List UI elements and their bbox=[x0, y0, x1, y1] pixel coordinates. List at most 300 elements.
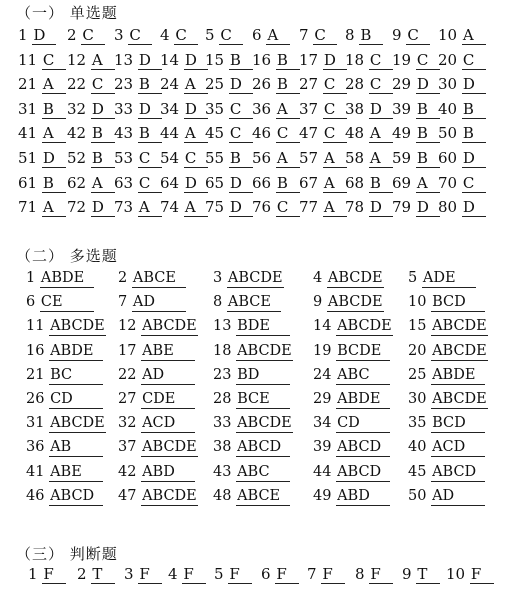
question-number: 16 bbox=[26, 342, 45, 359]
question-number: 15 bbox=[205, 50, 225, 69]
question-number: 20 bbox=[438, 50, 458, 69]
answer-item bbox=[392, 49, 440, 71]
answer-value: F bbox=[138, 565, 162, 584]
answer-value: C bbox=[462, 51, 486, 70]
answer-item bbox=[160, 24, 198, 46]
answer-value: F bbox=[182, 565, 206, 584]
answer-value: ABCE bbox=[227, 293, 281, 312]
question-number: 65 bbox=[205, 173, 225, 192]
question-number: 44 bbox=[313, 463, 332, 480]
question-number: 71 bbox=[18, 198, 38, 217]
question-number: 66 bbox=[252, 173, 272, 192]
answer-item bbox=[67, 98, 115, 120]
answer-item bbox=[345, 172, 393, 194]
question-number: 13 bbox=[213, 318, 232, 335]
answer-value: D bbox=[323, 51, 347, 70]
question-number: 74 bbox=[160, 198, 180, 217]
answer-value: A bbox=[323, 198, 347, 217]
section-title-true-false: （三） 判断题 bbox=[16, 545, 118, 563]
question-number: 73 bbox=[114, 198, 134, 217]
answer-item bbox=[26, 485, 103, 507]
question-number: 26 bbox=[252, 75, 272, 94]
question-number: 12 bbox=[118, 318, 137, 335]
answer-item bbox=[114, 172, 162, 194]
answer-value: ABCDE bbox=[432, 318, 487, 335]
answer-value: A bbox=[462, 26, 486, 45]
answer-item bbox=[408, 340, 488, 362]
answer-value: ABCE bbox=[132, 269, 186, 288]
answer-value: D bbox=[229, 198, 253, 217]
question-number: 13 bbox=[114, 50, 134, 69]
question-number: 11 bbox=[26, 318, 45, 335]
answer-value: A bbox=[184, 75, 208, 94]
answer-item bbox=[118, 412, 195, 434]
answer-item bbox=[252, 172, 300, 194]
answer-item bbox=[313, 412, 390, 434]
question-number: 35 bbox=[205, 99, 225, 118]
answer-value: C bbox=[276, 124, 300, 143]
answer-item bbox=[124, 563, 162, 585]
answer-value: B bbox=[229, 51, 253, 70]
answer-item bbox=[213, 267, 284, 289]
answer-item bbox=[214, 563, 252, 585]
answer-value: CD bbox=[49, 390, 103, 409]
question-number: 41 bbox=[26, 463, 45, 480]
question-number: 19 bbox=[392, 50, 412, 69]
answer-item bbox=[299, 73, 347, 95]
question-number: 28 bbox=[345, 75, 365, 94]
answer-value: D bbox=[184, 174, 208, 193]
question-number: 47 bbox=[118, 487, 137, 504]
question-number: 12 bbox=[67, 50, 87, 69]
answer-value: C bbox=[91, 75, 115, 94]
answer-value: A bbox=[91, 174, 115, 193]
question-number: 5 bbox=[214, 565, 224, 583]
answer-item bbox=[18, 172, 66, 194]
answer-item bbox=[205, 147, 253, 169]
question-number: 22 bbox=[118, 366, 137, 383]
answer-value: B bbox=[42, 100, 66, 119]
answer-item bbox=[160, 49, 208, 71]
answer-value: ADE bbox=[422, 269, 476, 288]
answer-item bbox=[67, 24, 105, 46]
answer-value: T bbox=[91, 565, 115, 584]
question-number: 35 bbox=[408, 415, 427, 432]
answer-item bbox=[205, 196, 253, 218]
answer-value: AB bbox=[49, 438, 103, 457]
question-number: 7 bbox=[307, 565, 317, 583]
question-number: 48 bbox=[345, 124, 365, 143]
answer-value: D bbox=[32, 26, 56, 45]
answer-item bbox=[205, 24, 243, 46]
answer-value: C bbox=[276, 198, 300, 217]
answer-item bbox=[261, 563, 299, 585]
answer-value: C bbox=[369, 75, 393, 94]
answer-item bbox=[26, 291, 94, 313]
answer-value: B bbox=[416, 124, 440, 143]
answer-value: D bbox=[416, 198, 440, 217]
question-number: 15 bbox=[408, 318, 427, 335]
answer-row bbox=[0, 563, 521, 587]
answer-item bbox=[118, 291, 186, 313]
answer-value: D bbox=[229, 174, 253, 193]
answer-item bbox=[18, 49, 66, 71]
answer-value: AD bbox=[431, 487, 485, 506]
answer-item bbox=[392, 122, 440, 144]
answer-item bbox=[408, 485, 485, 507]
answer-item bbox=[213, 436, 290, 458]
answer-item bbox=[114, 49, 162, 71]
answer-value: ABCE bbox=[236, 487, 290, 506]
answer-item bbox=[118, 436, 198, 458]
question-number: 64 bbox=[160, 173, 180, 192]
question-number: 23 bbox=[114, 75, 134, 94]
answer-item bbox=[438, 73, 486, 95]
answer-value: ABDE bbox=[40, 269, 94, 288]
answer-value: ABE bbox=[49, 463, 103, 482]
answer-item bbox=[26, 436, 103, 458]
answer-value: ABC bbox=[336, 366, 390, 385]
answer-value: BDE bbox=[236, 317, 290, 336]
question-number: 77 bbox=[299, 198, 319, 217]
answer-value: B bbox=[138, 124, 162, 143]
answer-item bbox=[299, 196, 347, 218]
question-number: 24 bbox=[313, 366, 332, 383]
answer-value: ABE bbox=[141, 342, 195, 361]
answer-item bbox=[213, 461, 290, 483]
answer-row bbox=[0, 267, 521, 291]
answer-item bbox=[18, 98, 66, 120]
question-number: 45 bbox=[205, 124, 225, 143]
question-number: 52 bbox=[67, 149, 87, 167]
answer-item bbox=[213, 412, 293, 434]
answer-item bbox=[313, 388, 390, 410]
question-number: 49 bbox=[392, 124, 412, 143]
question-number: 68 bbox=[345, 173, 365, 192]
question-number: 18 bbox=[213, 342, 232, 359]
answer-value: B bbox=[276, 174, 300, 193]
answer-item bbox=[213, 315, 290, 337]
question-number: 50 bbox=[438, 124, 458, 143]
answer-value: A bbox=[91, 51, 115, 70]
answer-item bbox=[392, 98, 440, 120]
answer-value: BCD bbox=[431, 293, 485, 312]
answer-value: ABCDE bbox=[327, 270, 383, 286]
answer-item bbox=[313, 315, 393, 337]
answer-row bbox=[0, 24, 521, 48]
answer-item bbox=[345, 147, 393, 169]
answer-value: ABCDE bbox=[50, 415, 105, 432]
question-number: 4 bbox=[313, 270, 323, 286]
section-title-multiple-choice: （二） 多选题 bbox=[16, 247, 118, 265]
answer-row bbox=[0, 196, 521, 220]
question-number: 79 bbox=[392, 198, 412, 217]
answer-item bbox=[67, 147, 115, 169]
question-number: 38 bbox=[345, 99, 365, 118]
question-number: 8 bbox=[213, 294, 223, 311]
answer-value: ABC bbox=[236, 463, 290, 482]
question-number: 39 bbox=[313, 439, 332, 456]
answer-item bbox=[313, 461, 390, 483]
answer-value: ACD bbox=[141, 414, 195, 433]
answer-row bbox=[0, 485, 521, 509]
answer-item bbox=[355, 563, 393, 585]
answer-value: ABDE bbox=[49, 342, 103, 361]
answer-row bbox=[0, 122, 521, 146]
question-number: 43 bbox=[114, 124, 134, 143]
answer-value: A bbox=[276, 100, 300, 119]
answer-item bbox=[408, 412, 485, 434]
answer-value: ABCDE bbox=[327, 294, 383, 311]
answer-value: F bbox=[470, 565, 494, 584]
question-number: 3 bbox=[114, 26, 124, 44]
answer-item bbox=[205, 122, 253, 144]
question-number: 36 bbox=[252, 99, 272, 118]
answer-value: ABCD bbox=[236, 438, 290, 457]
answer-item bbox=[67, 122, 115, 144]
question-number: 39 bbox=[392, 99, 412, 118]
answer-item bbox=[252, 98, 300, 120]
answer-value: F bbox=[369, 565, 393, 584]
answer-value: D bbox=[184, 51, 208, 70]
answer-value: ABCDE bbox=[337, 318, 392, 335]
answer-item bbox=[252, 196, 300, 218]
answer-value: F bbox=[321, 565, 345, 584]
answer-item bbox=[408, 315, 488, 337]
answer-value: D bbox=[91, 100, 115, 119]
question-number: 7 bbox=[118, 294, 128, 311]
answer-value: A bbox=[266, 26, 290, 45]
question-number: 16 bbox=[252, 50, 272, 69]
answer-item bbox=[18, 24, 56, 46]
question-number: 57 bbox=[299, 149, 319, 167]
answer-item bbox=[160, 73, 208, 95]
question-number: 4 bbox=[168, 565, 178, 583]
answer-item bbox=[67, 73, 115, 95]
answer-item bbox=[118, 340, 195, 362]
question-number: 30 bbox=[408, 391, 427, 407]
question-number: 34 bbox=[313, 415, 332, 432]
answer-row bbox=[0, 340, 521, 364]
answer-item bbox=[438, 49, 486, 71]
answer-item bbox=[438, 147, 486, 169]
question-number: 29 bbox=[313, 391, 332, 407]
answer-item bbox=[438, 196, 486, 218]
answer-item bbox=[118, 461, 195, 483]
answer-item bbox=[160, 122, 208, 144]
question-number: 51 bbox=[18, 149, 38, 167]
question-number: 46 bbox=[252, 124, 272, 143]
answer-item bbox=[252, 24, 290, 46]
answer-item bbox=[114, 24, 152, 46]
question-number: 9 bbox=[402, 565, 412, 583]
answer-value: C bbox=[323, 124, 347, 143]
question-number: 59 bbox=[392, 149, 412, 167]
question-number: 27 bbox=[118, 391, 137, 407]
answer-item bbox=[77, 563, 115, 585]
answer-item bbox=[402, 563, 440, 585]
question-number: 46 bbox=[26, 487, 45, 504]
answer-value: D bbox=[416, 75, 440, 94]
question-number: 6 bbox=[252, 26, 262, 44]
question-number: 8 bbox=[345, 26, 355, 44]
answer-value: B bbox=[138, 75, 162, 94]
answer-value: F bbox=[228, 565, 252, 584]
question-number: 44 bbox=[160, 124, 180, 143]
answer-value: D bbox=[462, 149, 486, 168]
answer-item bbox=[18, 147, 66, 169]
answer-item bbox=[26, 461, 103, 483]
answer-value: ABDE bbox=[431, 366, 485, 385]
question-number: 11 bbox=[18, 50, 38, 69]
question-number: 21 bbox=[18, 75, 38, 94]
question-number: 23 bbox=[213, 366, 232, 383]
answer-value: B bbox=[276, 75, 300, 94]
question-number: 61 bbox=[18, 173, 38, 192]
question-number: 48 bbox=[213, 487, 232, 504]
answer-value: T bbox=[416, 565, 440, 584]
answer-item bbox=[205, 73, 253, 95]
answer-value: C bbox=[219, 26, 243, 45]
answer-value: C bbox=[323, 75, 347, 94]
answer-row bbox=[0, 461, 521, 485]
answer-value: ABCDE bbox=[432, 391, 487, 407]
answer-value: D bbox=[462, 75, 486, 94]
answer-item bbox=[252, 147, 300, 169]
question-number: 7 bbox=[299, 26, 309, 44]
answer-value: D bbox=[229, 75, 253, 94]
answer-item bbox=[252, 49, 300, 71]
answer-row bbox=[0, 172, 521, 196]
answer-value: BCDE bbox=[336, 342, 390, 361]
answer-value: ABCDE bbox=[142, 318, 197, 335]
answer-item bbox=[160, 147, 208, 169]
answer-row bbox=[0, 147, 521, 171]
question-number: 2 bbox=[67, 26, 77, 44]
question-number: 60 bbox=[438, 149, 458, 167]
question-number: 36 bbox=[26, 439, 45, 456]
answer-item bbox=[313, 291, 384, 313]
question-number: 9 bbox=[392, 26, 402, 44]
answer-item bbox=[252, 122, 300, 144]
answer-item bbox=[299, 24, 337, 46]
answer-value: C bbox=[184, 149, 208, 168]
answer-value: D bbox=[91, 198, 115, 217]
answer-item bbox=[438, 24, 486, 46]
answer-value: C bbox=[174, 26, 198, 45]
answer-value: ABCD bbox=[431, 463, 485, 482]
answer-item bbox=[205, 172, 253, 194]
answer-value: B bbox=[416, 100, 440, 119]
answer-item bbox=[299, 98, 347, 120]
answer-item bbox=[313, 436, 390, 458]
answer-item bbox=[299, 147, 347, 169]
answer-value: C bbox=[138, 149, 162, 168]
answer-value: C bbox=[229, 100, 253, 119]
question-number: 33 bbox=[114, 99, 134, 118]
question-number: 31 bbox=[18, 99, 38, 118]
answer-value: A bbox=[323, 149, 347, 168]
answer-row bbox=[0, 436, 521, 460]
question-number: 63 bbox=[114, 173, 134, 192]
answer-item bbox=[408, 461, 485, 483]
question-number: 20 bbox=[408, 342, 427, 359]
answer-item bbox=[408, 364, 485, 386]
answer-item bbox=[408, 267, 476, 289]
answer-item bbox=[446, 563, 494, 585]
answer-item bbox=[313, 340, 390, 362]
answer-value: A bbox=[42, 124, 66, 143]
question-number: 26 bbox=[26, 391, 45, 407]
question-number: 5 bbox=[408, 270, 418, 286]
answer-item bbox=[26, 388, 103, 410]
answer-value: C bbox=[369, 51, 393, 70]
answer-item bbox=[299, 49, 347, 71]
question-number: 17 bbox=[118, 342, 137, 359]
answer-value: ABCDE bbox=[227, 270, 283, 286]
answer-item bbox=[307, 563, 345, 585]
answer-item bbox=[345, 122, 393, 144]
answer-item bbox=[345, 24, 383, 46]
answer-value: C bbox=[81, 26, 105, 45]
answer-item bbox=[114, 73, 162, 95]
answer-item bbox=[205, 49, 253, 71]
question-number: 29 bbox=[392, 75, 412, 94]
answer-item bbox=[438, 122, 486, 144]
question-number: 40 bbox=[408, 439, 427, 456]
answer-value: C bbox=[229, 124, 253, 143]
answer-value: F bbox=[42, 565, 66, 584]
answer-item bbox=[213, 388, 290, 410]
answer-value: D bbox=[138, 51, 162, 70]
answer-value: B bbox=[91, 124, 115, 143]
answer-row bbox=[0, 49, 521, 73]
answer-item bbox=[114, 196, 162, 218]
answer-value: ABD bbox=[336, 487, 390, 506]
answer-item bbox=[26, 412, 106, 434]
answer-item bbox=[18, 122, 66, 144]
answer-value: A bbox=[138, 198, 162, 217]
answer-row bbox=[0, 388, 521, 412]
answer-value: ABCDE bbox=[142, 439, 197, 456]
question-number: 5 bbox=[205, 26, 215, 44]
question-number: 62 bbox=[67, 173, 87, 192]
answer-value: ABCDE bbox=[237, 415, 292, 432]
question-number: 58 bbox=[345, 149, 365, 167]
question-number: 78 bbox=[345, 198, 365, 217]
answer-item bbox=[114, 122, 162, 144]
answer-item bbox=[118, 388, 195, 410]
answer-value: ABDE bbox=[336, 390, 390, 409]
answer-value: AD bbox=[132, 293, 186, 312]
answer-value: ABCDE bbox=[432, 342, 487, 359]
answer-value: BCD bbox=[431, 414, 485, 433]
answer-value: D bbox=[138, 100, 162, 119]
answer-value: A bbox=[184, 198, 208, 217]
question-number: 25 bbox=[408, 366, 427, 383]
question-number: 47 bbox=[299, 124, 319, 143]
answer-item bbox=[299, 172, 347, 194]
question-number: 70 bbox=[438, 173, 458, 192]
answer-item bbox=[345, 49, 393, 71]
answer-value: BC bbox=[49, 366, 103, 385]
answer-value: ACD bbox=[431, 438, 485, 457]
answer-item bbox=[408, 436, 485, 458]
question-number: 37 bbox=[118, 439, 137, 456]
answer-item bbox=[213, 485, 290, 507]
answer-value: A bbox=[184, 124, 208, 143]
answer-value: F bbox=[275, 565, 299, 584]
